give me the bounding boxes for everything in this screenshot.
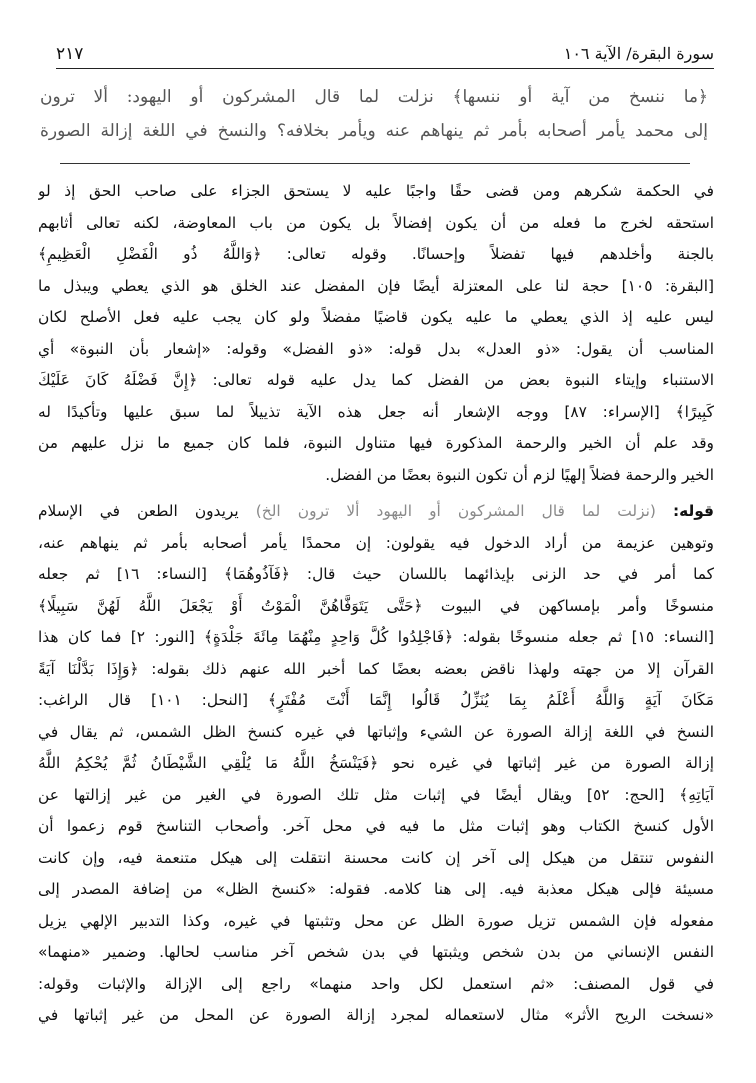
text-line: كما أمر في حد الزنى بإيذائهما باللسان حيث قال: ﴿فَآذُوهُمَا﴾ [النساء: ١٦] ثم جعله [38,565,714,583]
text-line: استحقه لخرج ما فعله من أن يكون إفضالاً بل يكون من باب المعاوضة، لكنه تعالى أثابهم [38,213,714,232]
text-line: الأول كنسخ الكتاب وهو إثبات مثل ما فيه في محل آخر. وأصحاب التناسخ قوم زعموا أن [38,817,714,835]
quran-matn [40,80,708,148]
matn-line: إلى محمد يأمر أصحابه بأمر ثم ينهاهم عنه ويأمر بخلافه؟ والنسخ في اللغة إزالة الصورة [40,121,708,141]
text-line: القرآن إلا من جهته ولهذا ناقض بعضه بعضًا كما أخبر الله عنهم ذلك بقوله: ﴿وَإِذَا بَدَّلْنَا آيَةً [38,659,714,678]
text-line: آيَاتِهِ﴾ [الحج: ٥٢] ويقال أيضًا في إثبات مثل تلك الصورة في الغير من غير إزالتها عن [38,785,714,804]
text-line: في الحكمة شكرهم ومن قضى حقًا واجبًا عليه لا يستحق الجزاء على صاحب الحق إذ لو [38,182,714,200]
text-line: النسخ في اللغة إزالة الصورة عن الشيء وإثباتها في غيره كنسخ الظل الشمس، ثم يقال في [38,722,714,741]
text-line: بالجنة وأخلدهم فيها تفضلاً وإحسانًا. وقوله تعالى: ﴿وَاللَّهُ ذُو الْفَضْلِ الْعَظِيمِ﴾ [38,245,714,263]
running-title: سورة البقرة/ الآية ١٠٦ [563,44,714,63]
text-line: كَبِيرًا﴾ [الإسراء: ٨٧] ووجه الإشعار أنه جعل هذه الآية تذييلاً لما سبق عليها وتأكيدًا له [38,402,714,421]
text-line: «نسخت الريح الأثر» مثال لاستعماله لمجرد إزالة الصورة عن المحل من غير إثباتها في [38,1006,714,1024]
qawluhu-lead: قوله: [673,502,714,520]
text-line: إزالة الصورة من غير إثباتها في غيره نحو ﴿فَيَنْسَخُ اللَّهُ مَا يُلْقِي الشَّيْطَانُ ثُمَّ يُحْكِمُ اللَّهُ [38,754,714,772]
text-line: مسيئة فإلى هيكل معذبة فيه. إلى هنا كلامه. فقوله: «كنسخ الظل» من إضافة المصدر إلى [38,880,714,898]
text-line: وتوهين عزيمة من أراد الدخول فيه يقولون: إن محمدًا يأمر أصحابه بأمر ثم ينهاهم عنه، [38,533,714,552]
text-line: [البقرة: ١٠٥] حجة لنا على المعتزلة أيضًا فإن المفضل عند الخلق هو الذي يعطي ويبذل ما [38,276,714,295]
text-line: النفوس تنتقل من هيكل إلى آخر إن كانت محسنة انتقلت إلى هيكل متنعمة فيه، وإن كانت [38,848,714,867]
line-remainder: يريدون الطعن في الإسلام [38,502,239,520]
text-line: المناسب أن يقول: «ذو العدل» بدل قوله: «ذو الفضل» وقوله: «إشعار بأن النبوة» أي [38,339,714,358]
commentary-paragraph-1 [38,176,714,491]
text-line: النفس الإنساني من بدن شخص ويثبتها في بدن شخص آخر مناسب لحالها. وضمير «منهما» [38,943,714,961]
page-header [56,42,714,69]
cited-quote: (نزلت لما قال المشركون أو اليهود ألا ترون الخ) [255,502,656,520]
text-line: منسوخًا وأمر بإمساكهن في البيوت ﴿حَتَّى يَتَوَفَّاهُنَّ الْمَوْتُ أَوْ يَجْعَلَ اللَّهُ لَهُنَّ سَبِيلًا﴾ [38,596,714,615]
text-line: [النساء: ١٥] ثم جعله منسوخًا بقوله: ﴿فَاجْلِدُوا كُلَّ وَاحِدٍ مِنْهُمَا مِائَةَ جَلْدَةٍ﴾ [النور: ٢] فما كان هذا [38,628,714,646]
text-line: الاستنباء وإيتاء النبوة بعض من الفضل كما يدل عليه قوله تعالى: ﴿إِنَّ فَضْلَهُ كَانَ عَلَيْكَ [38,371,714,389]
text-line: الخير والرحمة فضلاً إلهيًا لزم أن تكون النبوة بعضًا من الفضل. [325,465,714,484]
text-line-first [38,496,714,528]
text-line: مفعوله فإن الشمس تزيل صورة الظل عن محل وتثبتها في غيره، وكذا التدبير الإلهي يزيل [38,911,714,930]
text-line: في قول المصنف: «ثم استعمل لكل واحد منهما» راجع إلى الإزالة والإثبات وقوله: [38,974,714,993]
text-line: وقد علم أن الخير والرحمة المذكورة فيها متناول النبوة، فلما كان جميع ما نزل عليهم من [38,434,714,452]
text-line: ليس عليه إذ الذي يعطي ما عليه يكون قاضيًا مفضلاً ولو كان يجب عليه فعل الأصلح لكان [38,308,714,326]
section-divider [60,163,690,164]
text-line: مَكَانَ آيَةٍ وَاللَّهُ أَعْلَمُ بِمَا يُنَزِّلُ قَالُوا إِنَّمَا أَنْتَ مُفْتَرٍ﴾ [النحل: ١٠١] قال الراغب: [38,691,714,709]
commentary-paragraph-2 [38,496,714,1032]
page-number: ٢١٧ [56,44,84,64]
matn-line: ﴿ما ننسخ من آية أو ننسها﴾ نزلت لما قال المشركون أو اليهود: ألا ترون [40,87,708,107]
